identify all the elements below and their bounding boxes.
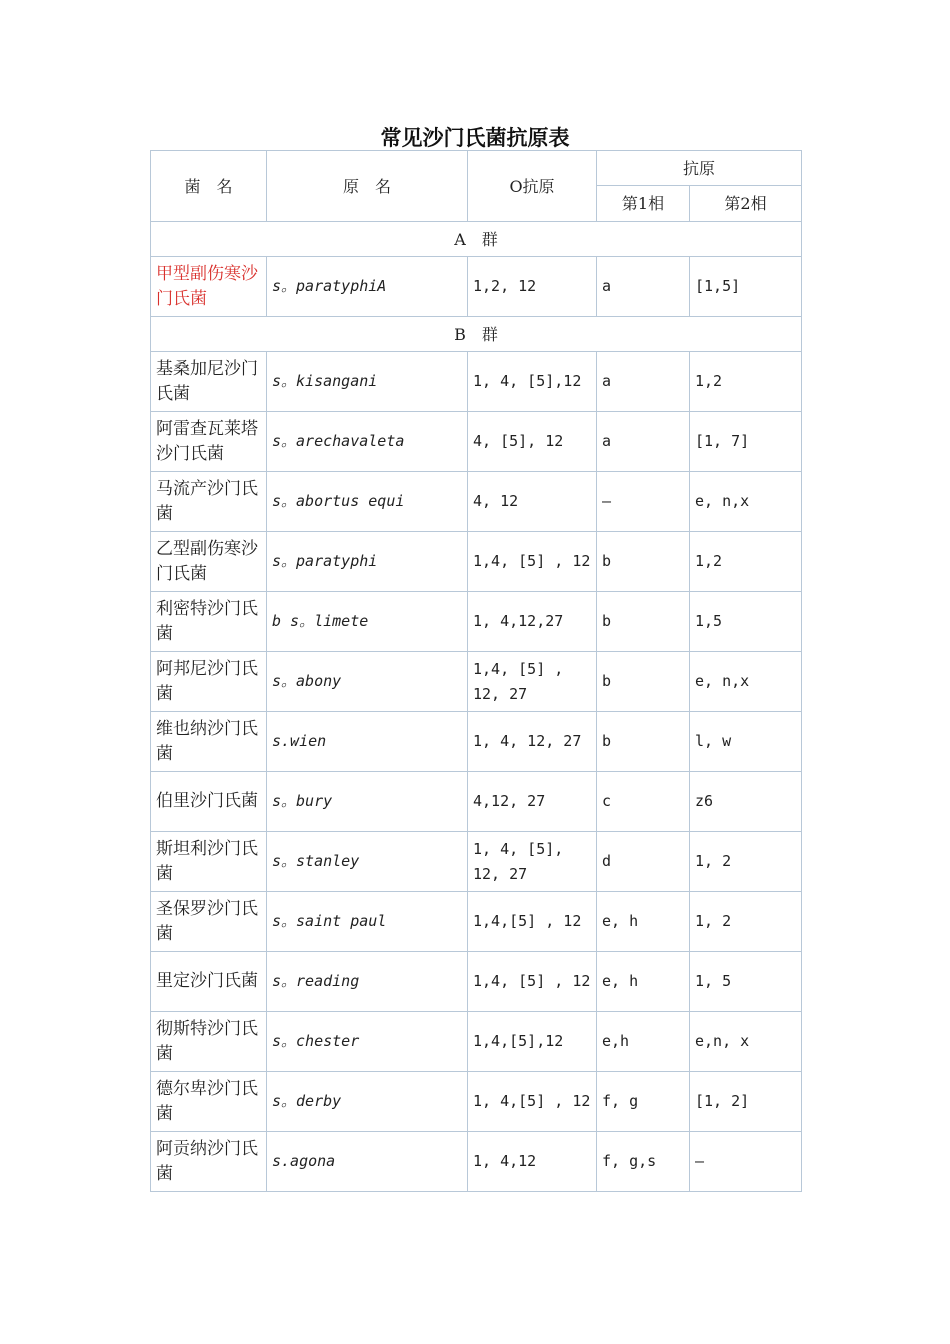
row-latin: s。reading [267,952,468,1012]
row-name: 伯里沙门氏菌 [151,772,267,832]
table-row [151,832,802,892]
row-phase2: z6 [690,772,802,832]
group-b-label: B 群 [151,317,802,352]
row-phase2: e,n, x [690,1012,802,1072]
table-row [151,712,802,772]
row-phase2: e, n,x [690,472,802,532]
row-phase1: e, h [597,892,690,952]
row-latin: s。stanley [267,832,468,892]
row-o-antigen: 4, [5], 12 [468,412,597,472]
table-row [151,652,802,712]
row-phase1: f, g [597,1072,690,1132]
row-phase1: c [597,772,690,832]
row-phase1: a [597,412,690,472]
row-latin: s。derby [267,1072,468,1132]
row-name: 利密特沙门氏菌 [151,592,267,652]
row-o-antigen: 1,4, [5] , 12, 27 [468,652,597,712]
group-a-label: A 群 [151,222,802,257]
row-phase2: [1, 7] [690,412,802,472]
row-name: 德尔卑沙门氏菌 [151,1072,267,1132]
row-name: 彻斯特沙门氏菌 [151,1012,267,1072]
row-name: 维也纳沙门氏菌 [151,712,267,772]
table-row [151,592,802,652]
row-name: 马流产沙门氏菌 [151,472,267,532]
row-phase2: e, n,x [690,652,802,712]
row-phase1: d [597,832,690,892]
table-row [151,532,802,592]
table-row [151,472,802,532]
row-phase1: f, g,s [597,1132,690,1192]
table-row [151,1132,802,1192]
row-phase2: [1, 2] [690,1072,802,1132]
row-latin: s。saint paul [267,892,468,952]
row-phase2: 1,2 [690,352,802,412]
table-row [151,1072,802,1132]
row-phase1: e,h [597,1012,690,1072]
row-o-antigen: 1,4, [5] , 12 [468,952,597,1012]
row-phase2: 1,2 [690,532,802,592]
row-latin: s。paratyphi [267,532,468,592]
row-latin: s。bury [267,772,468,832]
header-phase2: 第2相 [690,186,802,222]
row-name: 阿雷查瓦莱塔沙门氏菌 [151,412,267,472]
row-o-antigen: 1,4,[5] , 12 [468,892,597,952]
row-name: 基桑加尼沙门氏菌 [151,352,267,412]
row-phase1: b [597,532,690,592]
row-phase2: [1,5] [690,257,802,317]
row-phase1: b [597,592,690,652]
row-latin: s。arechavaleta [267,412,468,472]
header-name: 菌 名 [151,151,267,222]
header-antigen: 抗原 [597,151,802,186]
row-phase2: — [690,1132,802,1192]
row-name: 阿邦尼沙门氏菌 [151,652,267,712]
table-row [151,412,802,472]
row-phase1: — [597,472,690,532]
row-phase2: 1, 5 [690,952,802,1012]
row-phase2: 1, 2 [690,832,802,892]
row-phase2: l, w [690,712,802,772]
row-latin: s。kisangani [267,352,468,412]
row-o-antigen: 1,4,[5],12 [468,1012,597,1072]
row-phase1: b [597,652,690,712]
row-name: 圣保罗沙门氏菌 [151,892,267,952]
table-row [151,352,802,412]
row-o-antigen: 1, 4,12,27 [468,592,597,652]
table-row [151,892,802,952]
row-o-antigen: 1, 4, [5], 12, 27 [468,832,597,892]
row-latin: s.wien [267,712,468,772]
row-latin: s.agona [267,1132,468,1192]
row-latin: b s。limete [267,592,468,652]
header-o-antigen: O抗原 [468,151,597,222]
table-row [151,772,802,832]
header-original-name: 原 名 [267,151,468,222]
row-name: 甲型副伤寒沙门氏菌 [151,257,267,317]
row-phase2: 1,5 [690,592,802,652]
row-o-antigen: 1,4, [5] , 12 [468,532,597,592]
row-latin: s。paratyphiA [267,257,468,317]
row-name: 乙型副伤寒沙门氏菌 [151,532,267,592]
table-row [151,952,802,1012]
row-o-antigen: 1, 4,[5] , 12 [468,1072,597,1132]
row-phase1: e, h [597,952,690,1012]
page-title: 常见沙门氏菌抗原表 [380,126,570,150]
row-phase1: b [597,712,690,772]
row-o-antigen: 1, 4,12 [468,1132,597,1192]
row-o-antigen: 4, 12 [468,472,597,532]
row-o-antigen: 1, 4, [5],12 [468,352,597,412]
row-name: 里定沙门氏菌 [151,952,267,1012]
row-o-antigen: 1,2, 12 [468,257,597,317]
header-phase1: 第1相 [597,186,690,222]
row-o-antigen: 4,12, 27 [468,772,597,832]
row-latin: s。abortus equi [267,472,468,532]
table-row [151,257,802,317]
row-latin: s。abony [267,652,468,712]
row-name: 斯坦利沙门氏菌 [151,832,267,892]
row-phase1: a [597,257,690,317]
table-row [151,1012,802,1072]
antigen-table [150,150,802,1192]
row-name: 阿贡纳沙门氏菌 [151,1132,267,1192]
row-latin: s。chester [267,1012,468,1072]
row-o-antigen: 1, 4, 12, 27 [468,712,597,772]
row-phase2: 1, 2 [690,892,802,952]
row-phase1: a [597,352,690,412]
